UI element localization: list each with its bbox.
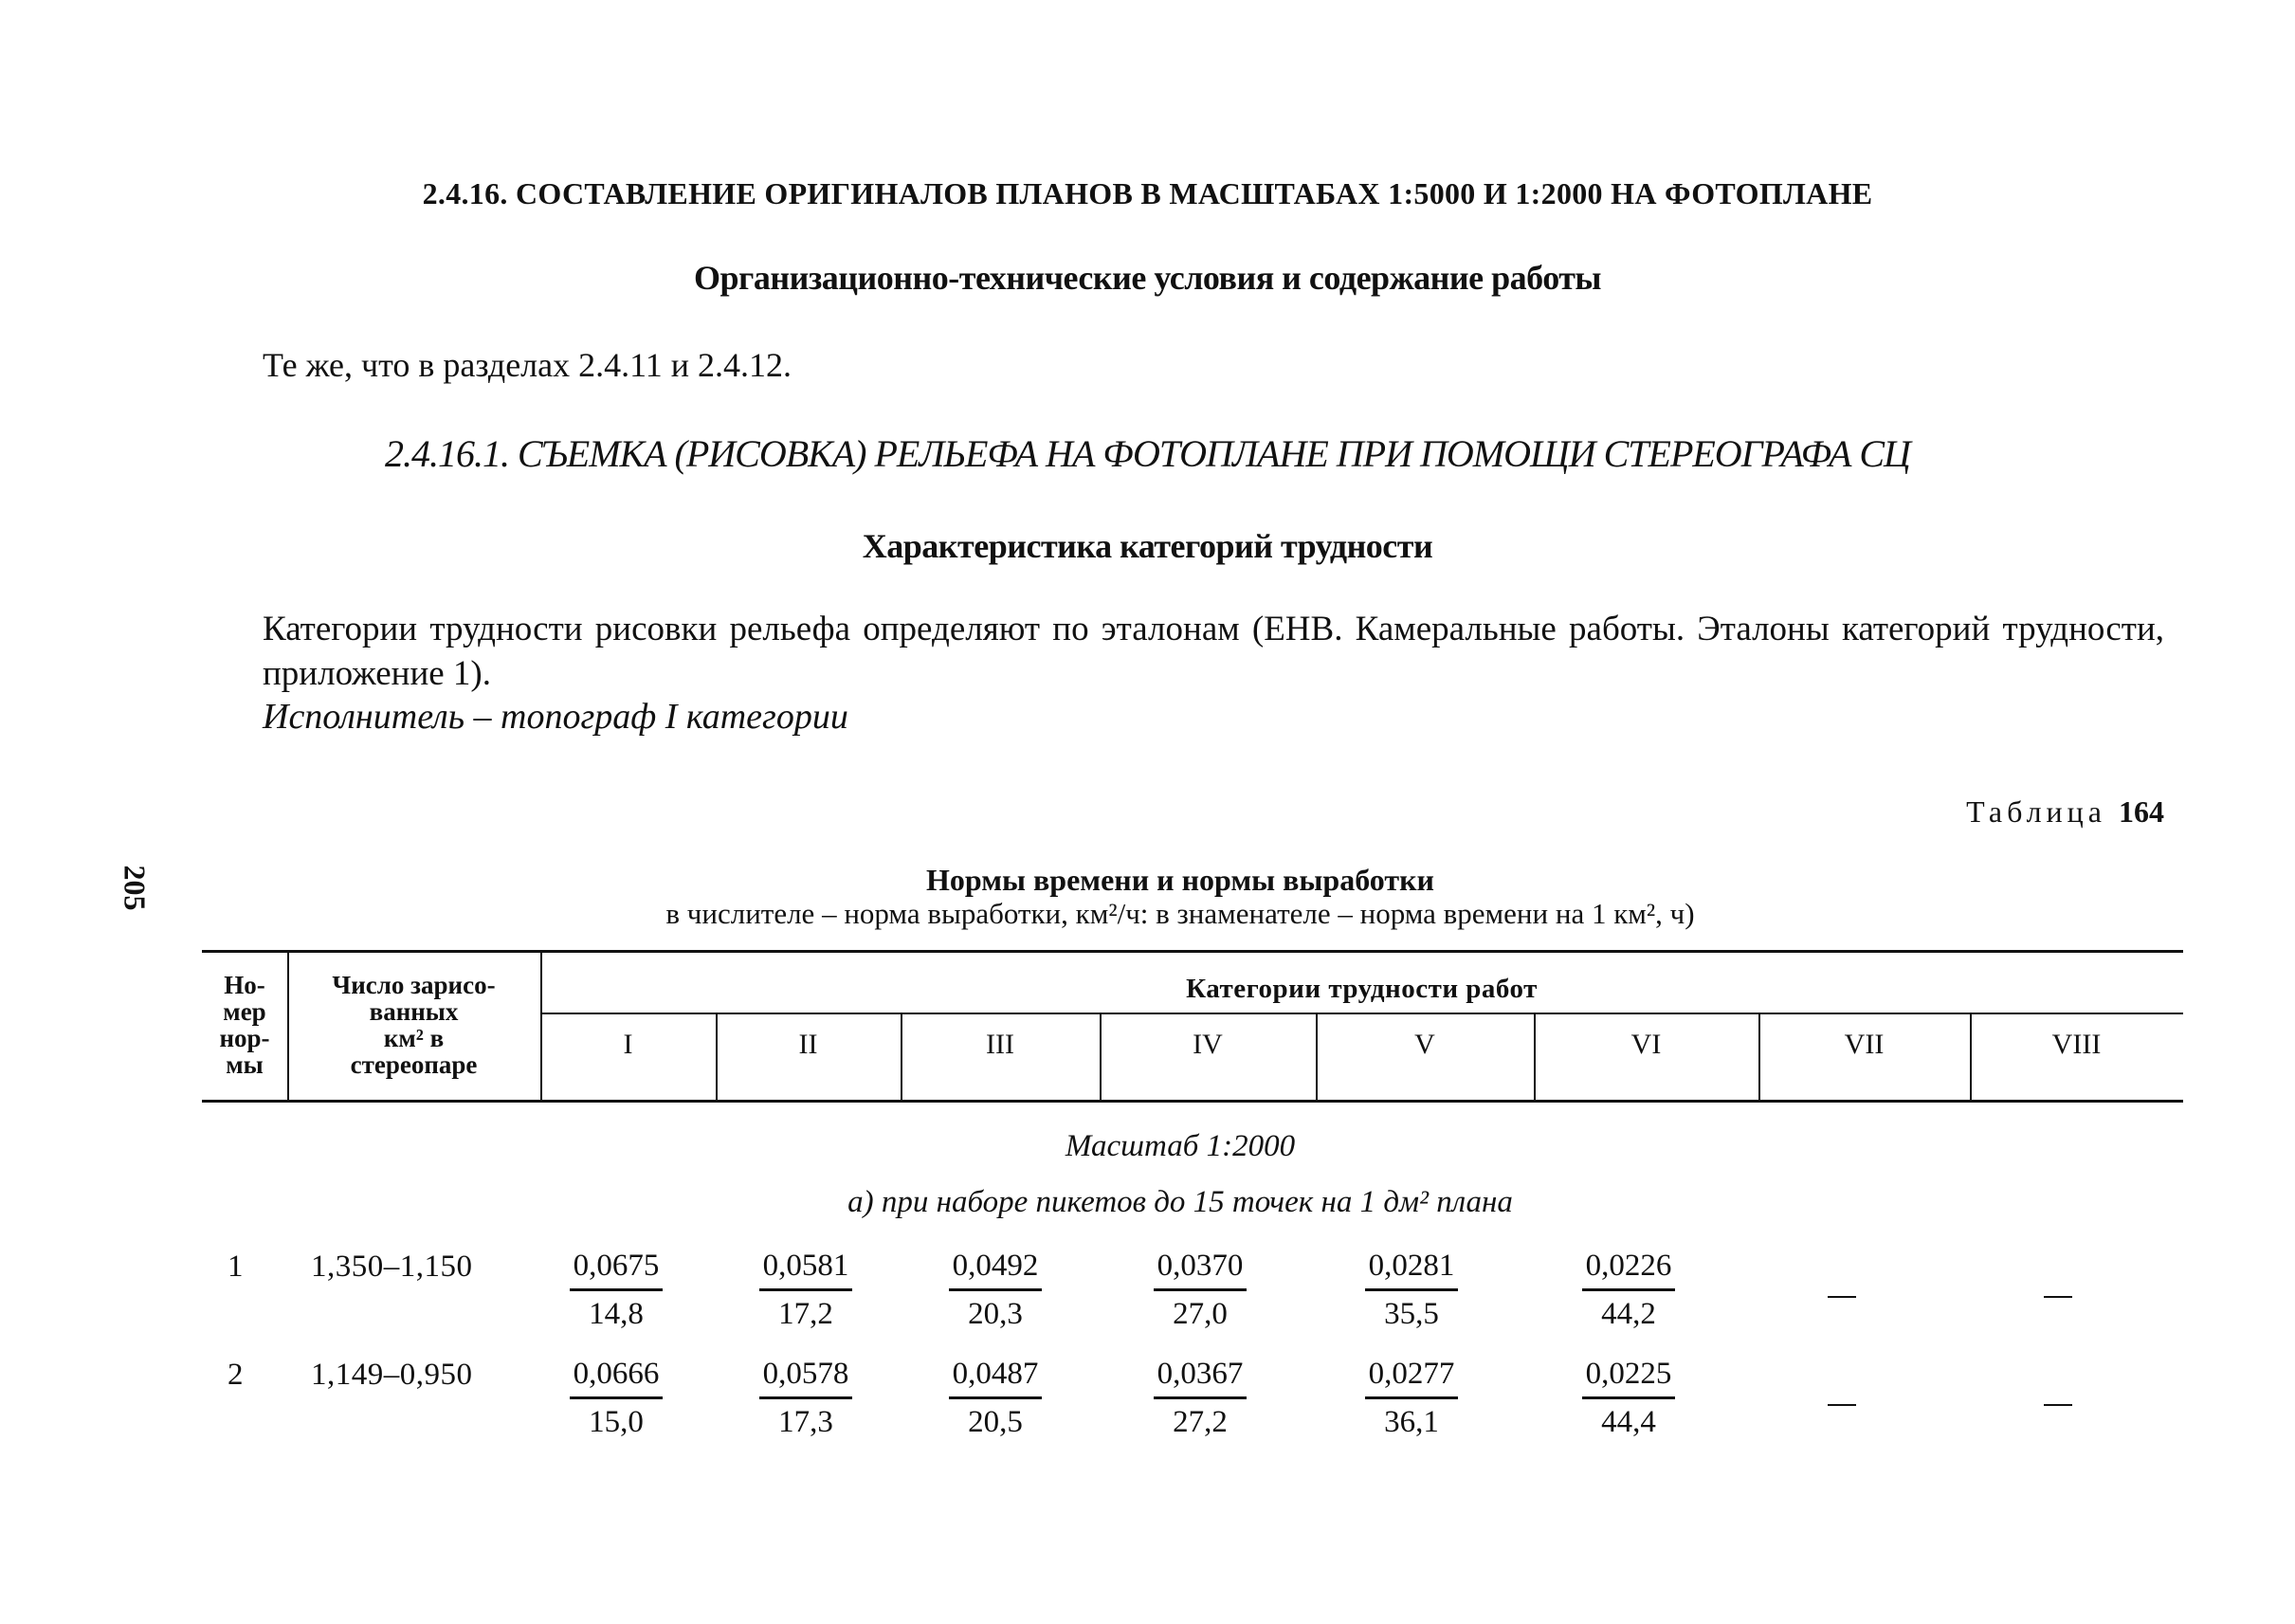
fraction-bar [1582, 1396, 1675, 1399]
row-range: 1,350–1,150 [311, 1250, 473, 1284]
value-cell [754, 1245, 858, 1335]
denominator: 20,3 [968, 1297, 1023, 1331]
row-number: 2 [228, 1358, 244, 1392]
table-number: 164 [2119, 794, 2164, 829]
table-header [202, 950, 2183, 1103]
empty-dash-viii [2044, 1404, 2072, 1406]
difficulty-paragraph: Категории трудности рисовки рельефа определяют по эталонам (ЕНВ. Камеральные работы. Эталоны категорий трудности, приложение 1). [263, 610, 2164, 693]
denominator: 36,1 [1384, 1405, 1439, 1439]
fraction-bar [759, 1396, 852, 1399]
empty-dash-vii [1828, 1296, 1856, 1298]
value-cell [943, 1245, 1047, 1335]
fraction-bar [1365, 1396, 1458, 1399]
fraction-bar [949, 1396, 1042, 1399]
numerator: 0,0666 [573, 1357, 660, 1391]
header-category-vi: VI [1630, 1029, 1662, 1060]
value-cell [564, 1353, 668, 1443]
header-category-vii: VII [1844, 1029, 1885, 1060]
numerator: 0,0225 [1585, 1357, 1672, 1391]
value-cell [564, 1245, 668, 1335]
numerator: 0,0487 [952, 1357, 1039, 1391]
value-cell [1359, 1353, 1464, 1443]
header-categories-title: Категории трудности работ [1186, 974, 1538, 1004]
numerator: 0,0581 [762, 1249, 849, 1283]
header-category-v: V [1414, 1029, 1435, 1060]
fraction-bar [949, 1288, 1042, 1291]
value-cell [943, 1353, 1047, 1443]
empty-dash-viii [2044, 1296, 2072, 1298]
executor-text: Исполнитель – топограф I категории [263, 697, 848, 737]
header-norm-number: Но- мер нор- мы [219, 971, 270, 1079]
denominator: 27,0 [1173, 1297, 1228, 1331]
header-area: Число зарисо- ванных км² в стереопаре [332, 971, 496, 1079]
header-rule [540, 1013, 2183, 1014]
same-as-text: Те же, что в разделах 2.4.11 и 2.4.12. [263, 346, 792, 384]
fraction-bar [759, 1288, 852, 1291]
numerator: 0,0281 [1368, 1249, 1455, 1283]
empty-dash-vii [1828, 1404, 1856, 1406]
row-range: 1,149–0,950 [311, 1358, 473, 1392]
value-cell [1148, 1245, 1252, 1335]
denominator: 15,0 [589, 1405, 644, 1439]
value-cell [1576, 1245, 1681, 1335]
org-conditions-title: Организационно-технические условия и содержание работы [693, 259, 1602, 297]
fraction-bar [570, 1396, 663, 1399]
numerator: 0,0675 [573, 1249, 660, 1283]
numerator: 0,0277 [1368, 1357, 1455, 1391]
row-number: 1 [228, 1250, 244, 1284]
value-cell [1359, 1245, 1464, 1335]
scale-label: Масштаб 1:2000 [1065, 1129, 1296, 1163]
numerator: 0,0370 [1157, 1249, 1244, 1283]
header-category-i: I [623, 1029, 633, 1060]
denominator: 17,3 [778, 1405, 833, 1439]
value-cell [1148, 1353, 1252, 1443]
header-category-iii: III [986, 1029, 1014, 1060]
denominator: 44,4 [1601, 1405, 1656, 1439]
header-category-viii: VIII [2051, 1029, 2102, 1060]
table-title: Нормы времени и нормы выработки [926, 863, 1434, 897]
denominator: 27,2 [1173, 1405, 1228, 1439]
header-category-iv: IV [1193, 1029, 1223, 1060]
denominator: 14,8 [589, 1297, 644, 1331]
numerator: 0,0226 [1585, 1249, 1672, 1283]
subsection-title: 2.4.16.1. СЪЕМКА (РИСОВКА) РЕЛЬЕФА НА ФОТОПЛАНЕ ПРИ ПОМОЩИ СТЕРЕОГРАФА СЦ [385, 432, 1910, 475]
picket-label: а) при наборе пикетов до 15 точек на 1 дм² плана [847, 1185, 1513, 1219]
value-cell [1576, 1353, 1681, 1443]
numerator: 0,0492 [952, 1249, 1039, 1283]
fraction-bar [570, 1288, 663, 1291]
table-label [1966, 794, 2164, 830]
table-label-word: Таблица [1966, 794, 2106, 829]
fraction-bar [1582, 1288, 1675, 1291]
page-number: 205 [118, 865, 153, 911]
denominator: 20,5 [968, 1405, 1023, 1439]
numerator: 0,0367 [1157, 1357, 1244, 1391]
denominator: 17,2 [778, 1297, 833, 1331]
section-title: 2.4.16. СОСТАВЛЕНИЕ ОРИГИНАЛОВ ПЛАНОВ В МАСШТАБАХ 1:5000 И 1:2000 НА ФОТОПЛАНЕ [422, 176, 1873, 210]
header-category-ii: II [798, 1029, 818, 1060]
denominator: 44,2 [1601, 1297, 1656, 1331]
fraction-bar [1154, 1288, 1247, 1291]
denominator: 35,5 [1384, 1297, 1439, 1331]
fraction-bar [1365, 1288, 1458, 1291]
fraction-bar [1154, 1396, 1247, 1399]
numerator: 0,0578 [762, 1357, 849, 1391]
value-cell [754, 1353, 858, 1443]
difficulty-title: Характеристика категорий трудности [862, 527, 1433, 565]
table-subtitle: в числителе – норма выработки, км²/ч: в знаменателе – норма времени на 1 км², ч) [665, 897, 1695, 930]
